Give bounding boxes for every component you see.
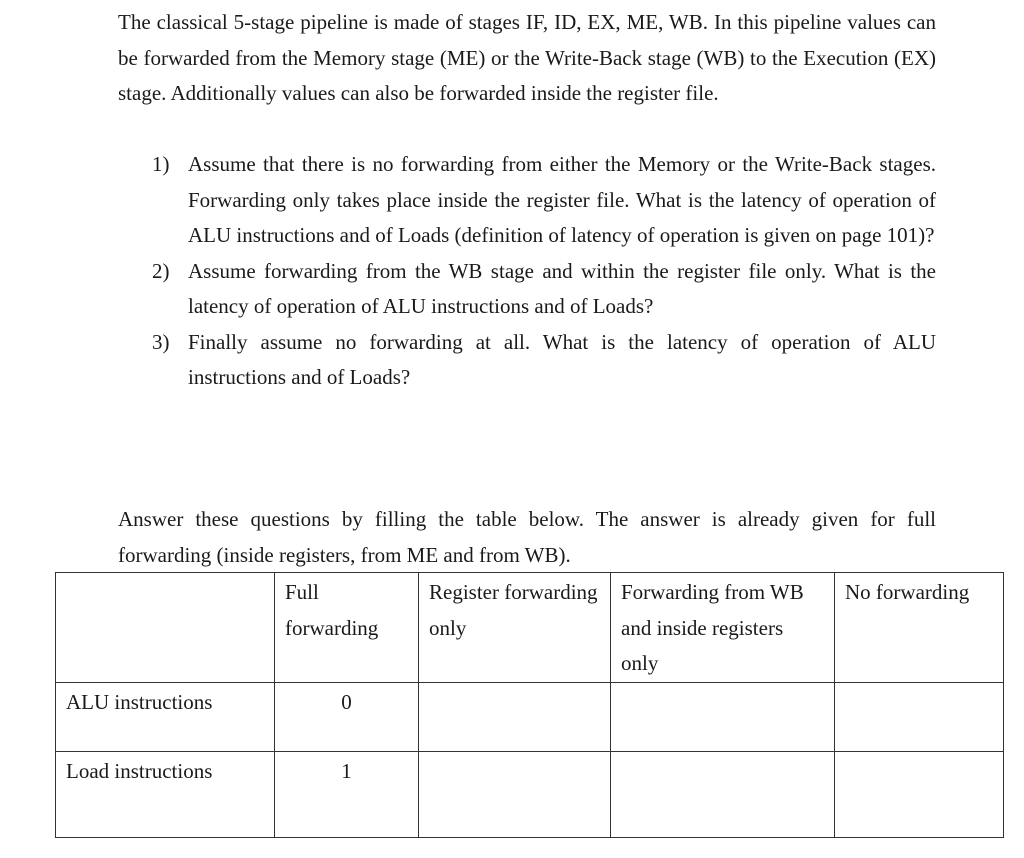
cell-alu-wb[interactable] — [611, 682, 835, 751]
question-item — [152, 325, 936, 396]
question-item — [152, 147, 936, 254]
question-number: 1) — [152, 152, 170, 176]
cell-alu-full: 0 — [275, 682, 419, 751]
intro-paragraph: The classical 5-stage pipeline is made of stages IF, ID, EX, ME, WB. In this pipeline values can be forwarded from the Memory stage (ME) or the Write-Back stage (WB) to the Execution (EX) stage. Additionally values can also be forwarded inside the register file. — [118, 10, 936, 105]
cell-alu-none[interactable] — [835, 682, 1004, 751]
question-number: 3) — [152, 329, 170, 354]
header-register-forwarding: Register forwarding only — [419, 573, 611, 683]
header-no-forwarding: No forwarding — [835, 573, 1004, 683]
table-row — [56, 682, 1004, 751]
question-text: Assume that there is no forwarding from either the Memory or the Write-Back stages. Forwarding only takes place inside the register file. What is the latency of operation of ALU instructions and of Loads (definition of latency of operation is given on page 101)? — [188, 152, 936, 247]
table-header-row — [56, 573, 1004, 683]
header-cell-empty — [56, 573, 275, 683]
latency-table — [55, 572, 1004, 838]
cell-load-none[interactable] — [835, 751, 1004, 837]
row-label-alu: ALU instructions — [56, 682, 275, 751]
question-item — [152, 254, 936, 325]
cell-load-wb[interactable] — [611, 751, 835, 837]
question-text: Assume forwarding from the WB stage and within the register file only. What is the latency of operation of ALU instructions and of Loads? — [188, 258, 936, 318]
question-text: Finally assume no forwarding at all. What is the latency of operation of ALU instructions and of Loads? — [188, 329, 936, 389]
cell-load-register[interactable] — [419, 751, 611, 837]
question-number: 2) — [152, 258, 170, 283]
answer-prompt: Answer these questions by filling the table below. The answer is already given for full forwarding (inside registers, from ME and from WB). — [118, 507, 936, 567]
cell-alu-register[interactable] — [419, 682, 611, 751]
row-label-load: Load instructions — [56, 751, 275, 837]
header-full-forwarding: Full forwarding — [275, 573, 419, 683]
question-list — [152, 147, 936, 396]
table-row — [56, 751, 1004, 837]
header-wb-forwarding: Forwarding from WB and inside registers only — [611, 573, 835, 683]
cell-load-full: 1 — [275, 751, 419, 837]
